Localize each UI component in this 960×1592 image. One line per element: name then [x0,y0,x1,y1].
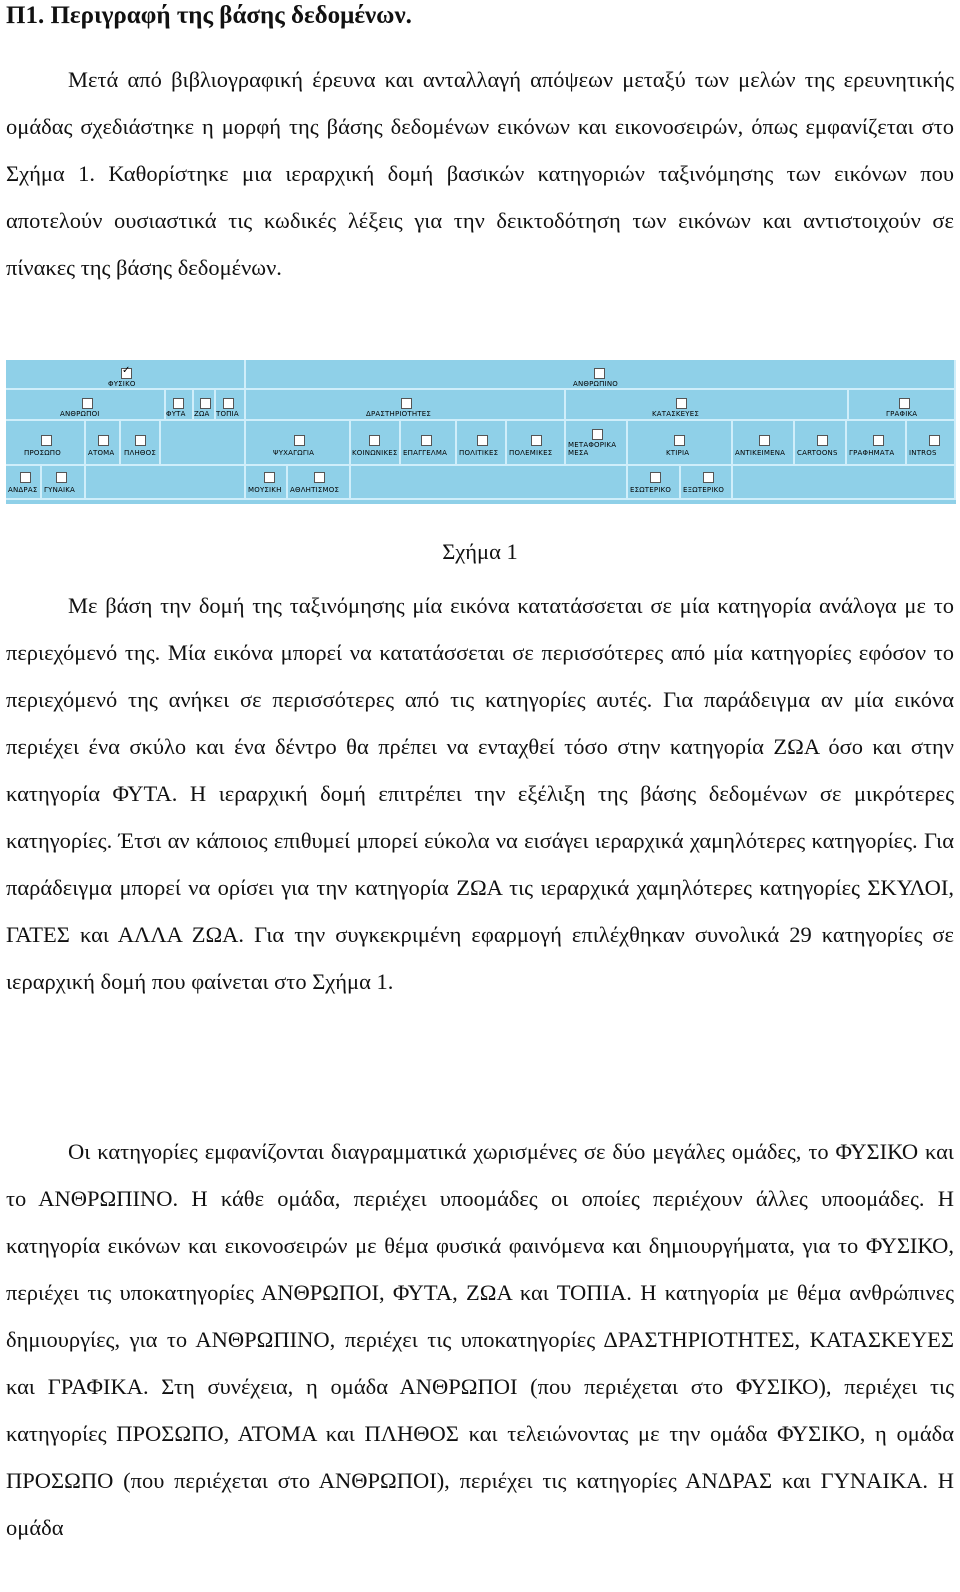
category-checkbox[interactable] [594,368,605,379]
category-label: ΤΟΠΙΑ [216,410,239,418]
category-cell [401,421,457,466]
category-cell [566,421,628,466]
category-checkbox[interactable] [369,435,380,446]
category-label: ΑΝΔΡΑΣ [8,486,38,494]
category-cell [6,360,246,390]
category-checkbox[interactable] [817,435,828,446]
paragraph-groups: Οι κατηγορίες εμφανίζονται διαγραμματικά χωρισμένες σε δύο μεγάλες ομάδες, το ΦΥΣΙΚΟ και το ΑΝΘΡΩΠΙΝΟ. Η κάθε ομάδα, περιέχει υποομάδες οι οποίες περιέχουν άλλες υποομάδες. Η κατηγορία εικόνων και εικονοσειρών με θέμα φυσικά φαινόμενα και δημιουργήματα, για το ΦΥΣΙΚΟ, περιέχει τις υποκατηγορίες ΑΝΘΡΩΠΟΙ, ΦΥΤΑ, ΖΩΑ και ΤΟΠΙΑ. Η κατηγορία με θέμα ανθρώπινες δημιουργίες, για το ΑΝΘΡΩΠΙΝΟ, περιέχει τις υποκατηγορίες ΔΡΑΣΤΗΡΙΟΤΗΤΕΣ, ΚΑΤΑΣΚΕΥΕΣ και ΓΡΑΦΙΚΑ. Στη συνέχεια, η ομάδα ΑΝΘΡΩΠΟΙ (που περιέχεται στο ΦΥΣΙΚΟ), περιέχει τις κατηγορίες ΠΡΟΣΩΠΟ, ΑΤΟΜΑ και ΠΛΗΘΟΣ και τελειώνοντας με την ομάδα ΦΥΣΙΚΟ, η ομάδα ΠΡΟΣΩΠΟ (που περιέχεται στο ΑΝΘΡΩΠΟΙ), περιέχει τις κατηγορίες ΑΝΔΡΑΣ και ΓΥΝΑΙΚΑ. Η ομάδα [6,1139,954,1540]
category-cell [351,466,628,500]
hierarchy-level-4 [6,466,956,500]
category-cell [733,466,956,500]
category-checkbox[interactable] [899,398,910,409]
category-checkbox[interactable] [121,368,132,379]
category-checkbox[interactable] [401,398,412,409]
category-label: ΜΟΥΣΙΚΗ [248,486,282,494]
category-label: ΓΡΑΦΗΜΑΤΑ [849,449,895,457]
category-label: ΠΟΛΙΤΙΚΕΣ [459,449,499,457]
category-checkbox[interactable] [929,435,940,446]
category-checkbox[interactable] [873,435,884,446]
category-cell [246,421,351,466]
category-checkbox[interactable] [98,435,109,446]
category-checkbox[interactable] [674,435,685,446]
category-checkbox[interactable] [314,472,325,483]
category-checkbox[interactable] [676,398,687,409]
category-cell [6,390,166,421]
paragraph-classification: Με βάση την δομή της ταξινόμησης μία εικόνα κατατάσσεται σε μία κατηγορία ανάλογα με το περιεχόμενό της. Μία εικόνα μπορεί να κατατάσσεται σε περισσότερες από μία κατηγορίες εφόσον το περιεχόμενό της ανήκει σε περισσότερες από τις κατηγορίες αυτές. Για παράδειγμα αν μία εικόνα περιέχει ένα σκύλο και ένα δέντρο θα πρέπει να ενταχθεί τόσο στην κατηγορία ΖΩΑ όσο και στην κατηγορία ΦΥΤΑ. Η ιεραρχική δομή επιτρέπει την εξέλιξη της βάσης δεδομένων σε μικρότερες κατηγορίες. Έτσι αν κάποιος επιθυμεί μπορεί εύκολα να εισάγει ιεραρχικά χαμηλότερες κατηγορίες. Για παράδειγμα μπορεί να ορίσει για την κατηγορία ΖΩΑ τις ιεραρχικά χαμηλότερες κατηγορίες ΣΚΥΛΟΙ, ΓΑΤΕΣ και ΑΛΛΑ ΖΩΑ. Για την συγκεκριμένη εφαρμογή επιλέχθηκαν συνολικά 29 κατηγορίες σε ιεραρχική δομή που φαίνεται στο Σχήμα 1. [6,593,954,994]
category-cell [194,390,216,421]
category-label: ΑΝΤΙΚΕΙΜΕΝΑ [735,449,786,457]
category-checkbox[interactable] [264,472,275,483]
category-label: ΓΡΑΦΙΚΑ [886,410,918,418]
category-cell [42,466,86,500]
category-cell [733,421,795,466]
category-checkbox[interactable] [592,429,603,440]
category-label: ΚΟΙΝΩΝΙΚΕΣ [352,449,398,457]
category-checkbox[interactable] [135,435,146,446]
category-checkbox[interactable] [759,435,770,446]
category-checkbox[interactable] [223,398,234,409]
category-label: ΕΠΑΓΓΕΛΜΑ [403,449,448,457]
category-label: ΕΞΩΤΕΡΙΚΟ [683,486,725,494]
category-cell [681,466,733,500]
category-cell [457,421,507,466]
category-label: ΚΑΤΑΣΚΕΥΕΣ [652,410,700,418]
category-checkbox[interactable] [173,398,184,409]
category-cell [86,466,246,500]
category-label: ΠΟΛΕΜΙΚΕΣ [509,449,553,457]
category-checkbox[interactable] [531,435,542,446]
category-label: INTROS [909,449,937,457]
category-checkbox[interactable] [200,398,211,409]
category-label: ΠΛΗΘΟΣ [124,449,156,457]
paragraph-intro: Μετά από βιβλιογραφική έρευνα και ανταλλαγή απόψεων μεταξύ των μελών της ερευνητικής ομάδας σχεδιάστηκε η μορφή της βάσης δεδομένων εικόνων και εικονοσειρών, όπως εμφανίζεται στο Σχήμα 1. Καθορίστηκε μια ιεραρχική δομή βασικών κατηγοριών ταξινόμησης των εικόνων που αποτελούν ουσιαστικά τις κωδικές λέξεις για την δεικτοδότηση των εικόνων και αντιστοιχούν σε πίνακες της βάσης δεδομένων. [6,67,954,280]
category-label: ΨΥΧΑΓΩΓΙΑ [273,449,315,457]
category-checkbox[interactable] [703,472,714,483]
category-checkbox[interactable] [20,472,31,483]
category-cell [907,421,956,466]
category-label: ΦΥΣΙΚΟ [108,380,136,388]
category-cell [288,466,351,500]
category-label: ΜΕΤΑΦΟΡΙΚΑ ΜΕΣΑ [568,441,617,457]
category-cell [166,390,194,421]
hierarchy-level-2 [6,390,956,421]
category-cell [507,421,566,466]
category-checkbox[interactable] [56,472,67,483]
category-label: ΑΤΟΜΑ [88,449,115,457]
category-checkbox[interactable] [650,472,661,483]
category-label: CARTOONS [797,449,838,457]
category-cell [628,466,681,500]
category-cell [6,466,42,500]
category-checkbox[interactable] [294,435,305,446]
category-label: ΠΡΟΣΩΠΟ [24,449,61,457]
category-cell [246,390,566,421]
category-cell [566,390,849,421]
category-label: ΓΥΝΑΙΚΑ [44,486,76,494]
category-checkbox[interactable] [421,435,432,446]
category-label: ΦΥΤΑ [166,410,186,418]
category-cell [628,421,733,466]
category-cell [795,421,847,466]
category-cell [161,421,246,466]
category-hierarchy-figure [6,360,956,504]
category-cell [216,390,246,421]
category-checkbox[interactable] [41,435,52,446]
category-cell [351,421,401,466]
hierarchy-level-3 [6,421,956,466]
category-label: ΖΩΑ [194,410,210,418]
category-checkbox[interactable] [82,398,93,409]
category-cell [849,390,956,421]
figure-caption: Σχήμα 1 [442,539,518,564]
category-checkbox[interactable] [477,435,488,446]
category-cell [847,421,907,466]
category-label: ΑΝΘΡΩΠΟΙ [60,410,100,418]
category-cell [121,421,161,466]
category-cell [246,466,288,500]
section-heading: Π1. Περιγραφή της βάσης δεδομένων. [6,2,412,29]
category-cell [86,421,121,466]
category-cell [246,360,956,390]
category-cell [6,421,86,466]
category-label: ΔΡΑΣΤΗΡΙΟΤΗΤΕΣ [366,410,432,418]
category-label: ΚΤΙΡΙΑ [666,449,690,457]
category-label: ΑΘΛΗΤΙΣΜΟΣ [290,486,340,494]
category-label: ΑΝΘΡΩΠΙΝΟ [573,380,618,388]
hierarchy-level-1 [6,360,956,390]
category-label: ΕΣΩΤΕΡΙΚΟ [630,486,672,494]
